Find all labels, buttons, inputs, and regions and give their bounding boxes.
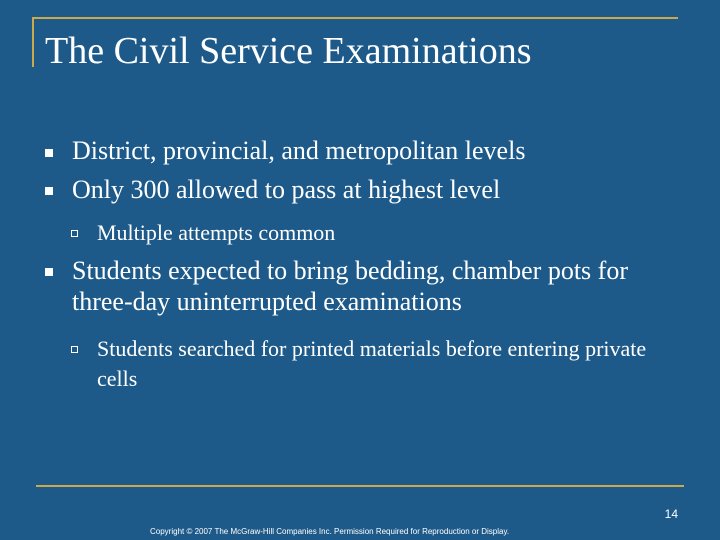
copyright-notice: Copyright © 2007 The McGraw-Hill Companies Inc. Permission Required for Reproduction or Display. xyxy=(150,527,510,536)
page-number: 14 xyxy=(664,507,678,521)
title-frame-left-rule xyxy=(32,17,34,67)
footer-rule xyxy=(36,485,684,487)
bullet-text: Students expected to bring bedding, chamber pots for three-day uninterrupted examinations xyxy=(72,256,628,316)
title-frame-top-rule xyxy=(32,17,678,19)
square-bullet-icon xyxy=(45,268,53,276)
bullet-text: District, provincial, and metropolitan levels xyxy=(72,136,526,165)
square-bullet-icon xyxy=(45,187,53,195)
hollow-square-bullet-icon xyxy=(71,346,78,353)
hollow-square-bullet-icon xyxy=(71,230,78,237)
bullet-text: Only 300 allowed to pass at highest level xyxy=(72,175,501,204)
sub-bullet-text: Students searched for printed materials before entering private cells xyxy=(97,336,647,391)
sub-bullet-text: Multiple attempts common xyxy=(97,220,336,245)
square-bullet-icon xyxy=(45,149,53,157)
slide-title: The Civil Service Examinations xyxy=(45,30,532,72)
